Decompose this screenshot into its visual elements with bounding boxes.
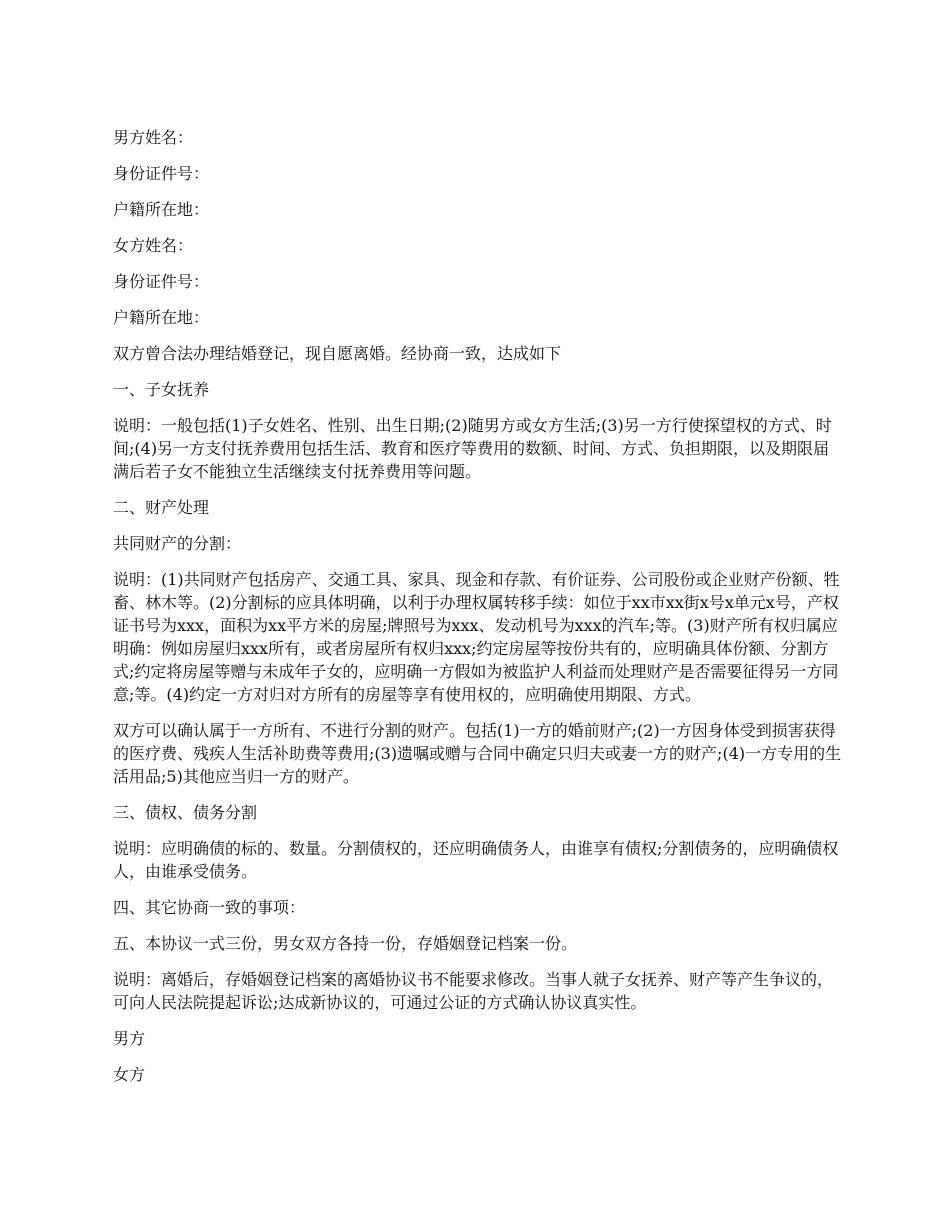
female-id-number-label: 身份证件号： [113,272,210,291]
female-household-registration-label: 户籍所在地： [113,308,210,327]
section-heading-child-support: 一、子女抚养 [113,380,210,399]
joint-property-note: 说明：(1)共同财产包括房产、交通工具、家具、现金和存款、有价证券、公司股份或企业财产份额、牲畜、林木等。(2)分割标的应具体明确，以利于办理权属转移手续：如位于xx市xx街x号x单元x号，产权证书号为xxx，面积为xx平方米的房屋;牌照号为xxx、发动机号为xxx的汽车;等。(3)财产所有权归属应明确：例如房屋归xxx所有，或者房屋所有权归xxx;约定房屋等按份共有的，应明确具体份额、分割方式;约定将房屋等赠与未成年子女的，应明确一方假如为被监护人利益而处理财产是否需要征得另一方同意;等。(4)约定一方对归对方所有的房屋等享有使用权的，应明确使用期限、方式。 [113,570,840,704]
copies-note: 说明：离婚后，存婚姻登记档案的离婚协议书不能要求修改。当事人就子女抚养、财产等产生争议的，可向人民法院提起诉讼;达成新协议的，可通过公证的方式确认协议真实性。 [113,970,834,1012]
female-signature-label: 女方 [113,1065,146,1084]
child-support-note: 说明：一般包括(1)子女姓名、性别、出生日期;(2)随男方或女方生活;(3)另一方行使探望权的方式、时间;(4)另一方支付抚养费用包括生活、教育和医疗等费用的数额、时间、方式、负担期限，以及期限届满后若子女不能独立生活继续支付抚养费用等问题。 [113,416,832,481]
agreement-intro: 双方曾合法办理结婚登记，现自愿离婚。经协商一致，达成如下 [113,344,562,363]
debts-note: 说明：应明确债的标的、数量。分割债权的，还应明确债务人，由谁享有债权;分割债务的，应明确债权人，由谁承受债务。 [113,839,839,881]
female-name-field-label: 女方姓名： [113,236,194,255]
male-name-field-label: 男方姓名： [113,128,194,147]
section-heading-other-matters: 四、其它协商一致的事项： [113,898,306,917]
document-body [113,126,843,1099]
joint-property-division-label: 共同财产的分割： [113,534,242,553]
section-heading-debts: 三、债权、债务分割 [113,803,258,822]
male-id-number-label: 身份证件号： [113,164,210,183]
section-heading-copies: 五、本协议一式三份，男女双方各持一份，存婚姻登记档案一份。 [113,934,578,953]
section-heading-property: 二、财产处理 [113,498,210,517]
male-signature-label: 男方 [113,1029,146,1048]
separate-property-paragraph: 双方可以确认属于一方所有、不进行分割的财产。包括(1)一方的婚前财产;(2)一方因身体受到损害获得的医疗费、残疾人生活补助费等费用;(3)遗嘱或赠与合同中确定只归夫或妻一方的财产;(4)一方专用的生活用品;5)其他应当归一方的财产。 [113,721,842,786]
male-household-registration-label: 户籍所在地： [113,200,210,219]
